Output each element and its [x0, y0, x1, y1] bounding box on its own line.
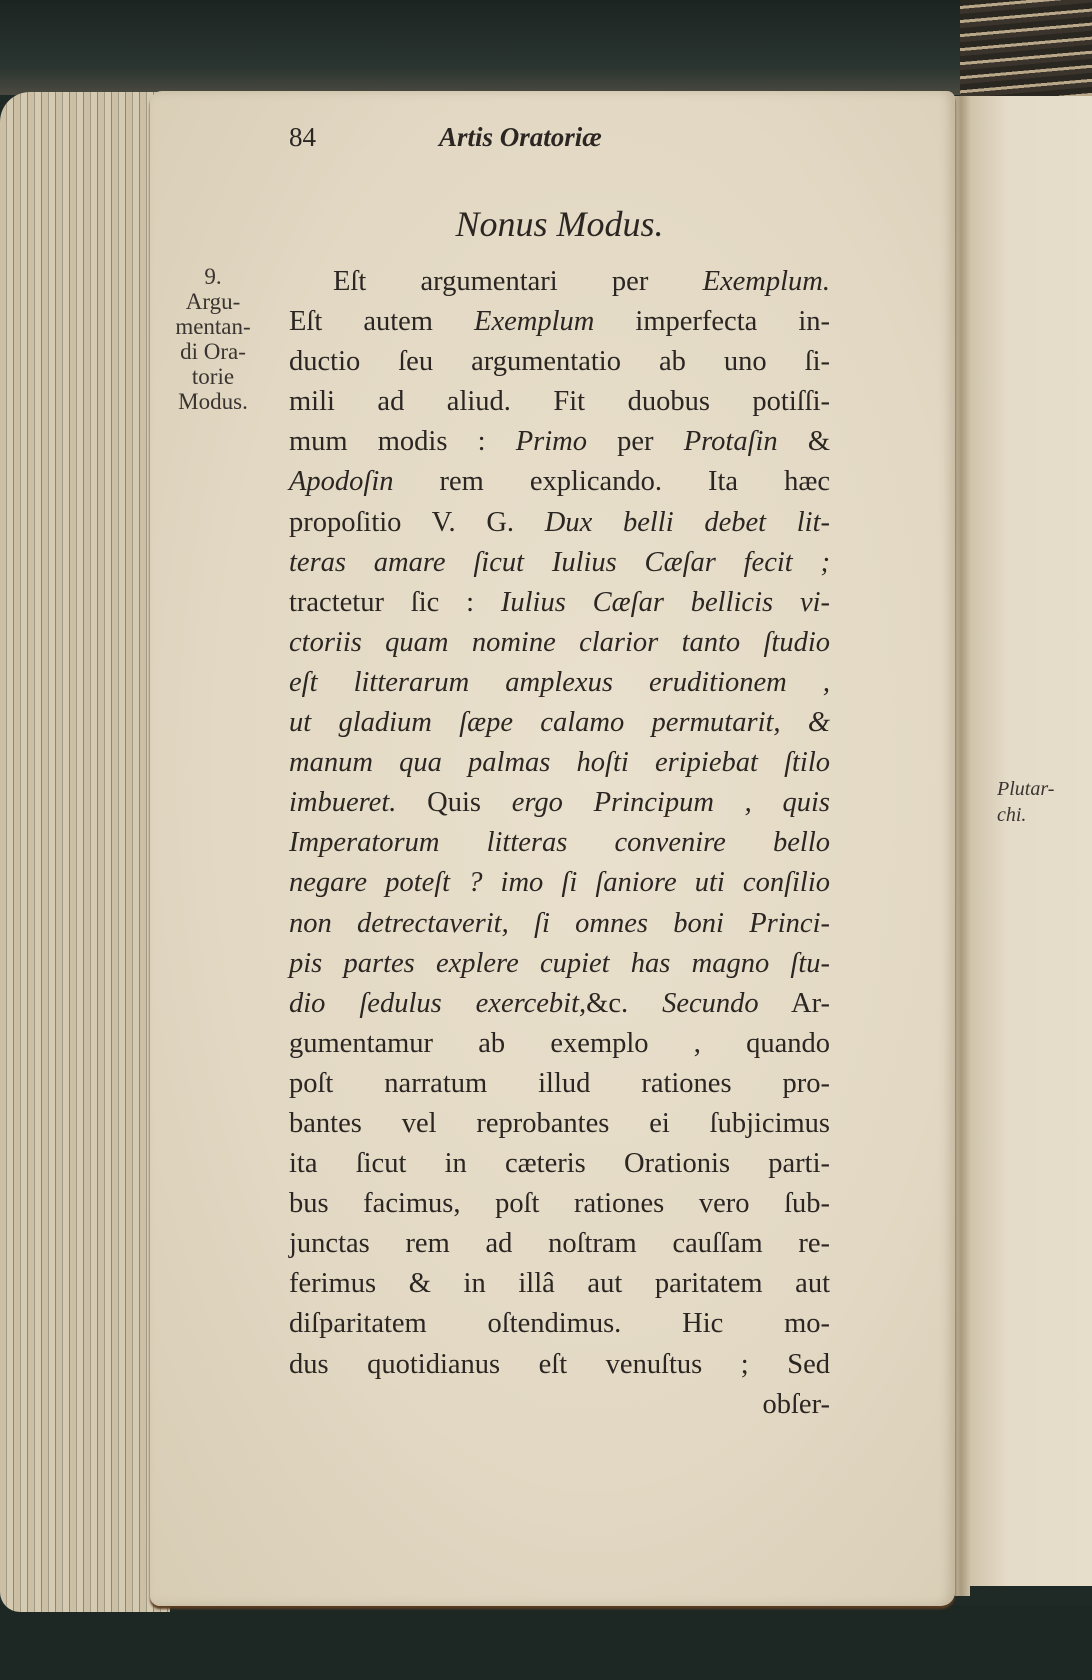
italic-run: ut gladium ſæpe calamo permutarit, &	[289, 707, 830, 739]
roman-run: propoſitio V. G.	[289, 506, 545, 538]
running-head	[289, 122, 830, 156]
italic-run: Secundo	[662, 987, 759, 1019]
roman-run: Eſt argumentari per	[333, 266, 703, 297]
text-line	[289, 503, 830, 543]
body-text	[289, 262, 830, 1425]
roman-run: poſt narratum illud rationes pro-	[289, 1067, 830, 1099]
text-line	[289, 623, 830, 663]
text-line	[289, 302, 830, 342]
margin-note-line: Plutar-	[997, 778, 1055, 800]
roman-run: rem explicando. Ita hæc	[393, 466, 830, 498]
roman-run: gumentamur ab exemplo , quando	[289, 1027, 830, 1059]
text-line	[289, 823, 830, 863]
roman-run: dus quotidianus eſt venuſtus ; Sed	[289, 1348, 830, 1380]
italic-run: ctoriis quam nomine clarior tanto ſtudio	[289, 626, 830, 658]
text-line	[289, 984, 830, 1024]
text-line	[289, 1345, 830, 1385]
italic-run: manum qua palmas hoſti eripiebat ſtilo	[289, 747, 830, 779]
italic-run: Iulius Cæſar bellicis vi-	[500, 586, 830, 618]
roman-run: Ar-	[758, 987, 830, 1019]
side-note	[158, 264, 268, 414]
italic-run: Exemplum.	[702, 266, 830, 297]
roman-run: tractetur ſic :	[289, 586, 501, 618]
roman-run: bus facimus, poſt rationes vero ſub-	[289, 1188, 830, 1220]
side-note-line: Modus.	[178, 389, 248, 414]
side-note-line: 9.	[204, 264, 222, 289]
text-line	[289, 1304, 830, 1344]
text-line	[289, 1024, 830, 1064]
italic-run: ergo Principum , quis	[511, 787, 830, 819]
right-page	[968, 96, 1092, 1586]
roman-run: &	[777, 426, 831, 458]
text-line	[289, 1144, 830, 1184]
closed-book-edges	[960, 0, 1092, 100]
page-stack-edges	[0, 92, 170, 1612]
section-heading: Nonus Modus.	[455, 204, 664, 244]
roman-run: ita ſicut in cæteris Orationis parti-	[289, 1148, 830, 1180]
roman-run: bantes vel reprobantes ei ſubjicimus	[289, 1107, 830, 1139]
text-line	[289, 783, 830, 823]
roman-run: Eſt autem	[289, 306, 475, 338]
backdrop-bottom	[0, 1605, 1092, 1680]
italic-run: pis partes explere cupiet has magno ſtu-	[289, 947, 830, 979]
italic-run: dio ſedulus exercebit,	[289, 987, 587, 1019]
roman-run: mili ad aliud. Fit duobus potiſſi-	[289, 386, 830, 418]
side-note-line: mentan-	[175, 314, 251, 339]
roman-run: &c.	[586, 987, 663, 1019]
italic-run: Primo	[515, 426, 587, 458]
text-line	[289, 703, 830, 743]
side-note-line: torie	[191, 364, 235, 389]
italic-run: negare poteſt ? imo ſi ſaniore uti conſilio	[289, 867, 830, 899]
italic-run: Apodoſin	[289, 466, 394, 498]
text-line	[289, 1184, 830, 1224]
page-number: 84	[289, 122, 316, 152]
text-line	[289, 1385, 830, 1425]
text-line	[289, 583, 830, 623]
text-line	[289, 262, 830, 302]
margin-note	[997, 776, 1054, 828]
text-line	[289, 1264, 830, 1304]
running-title: Artis Oratoriæ	[439, 122, 602, 152]
text-line	[289, 543, 830, 583]
roman-run: mum modis :	[289, 426, 516, 458]
text-line	[289, 1104, 830, 1144]
roman-run: Quis	[396, 787, 512, 819]
text-line	[289, 863, 830, 903]
margin-note-line: chi.	[997, 804, 1027, 826]
text-line	[289, 1224, 830, 1264]
italic-run: eſt litterarum amplexus eruditionem ,	[289, 666, 830, 698]
roman-run: per	[586, 426, 684, 458]
text-line	[289, 904, 830, 944]
roman-run: diſparitatem oſtendimus. Hic mo-	[289, 1308, 830, 1340]
side-note-line: di Ora-	[180, 339, 246, 364]
roman-run: imperfecta in-	[594, 306, 830, 338]
italic-run: teras amare ſicut Iulius Cæſar fecit ;	[289, 546, 830, 578]
text-line	[289, 342, 830, 382]
text-line	[289, 944, 830, 984]
roman-run: obſer-	[762, 1388, 830, 1420]
italic-run: non detrectaverit, ſi omnes boni Princi-	[289, 907, 830, 939]
text-line	[289, 422, 830, 462]
text-line	[289, 743, 830, 783]
text-line	[289, 382, 830, 422]
text-line	[289, 462, 830, 502]
roman-run: junctas rem ad noſtram cauſſam re-	[289, 1228, 830, 1260]
text-line	[289, 1064, 830, 1104]
italic-run: Imperatorum litteras convenire bello	[289, 827, 830, 859]
italic-run: imbueret.	[289, 787, 397, 819]
italic-run: Dux belli debet lit-	[544, 506, 830, 538]
roman-run: ductio ſeu argumentatio ab uno ſi-	[289, 346, 830, 378]
side-note-line: Argu-	[185, 289, 241, 314]
italic-run: Protaſin	[683, 426, 778, 458]
backdrop-top	[0, 0, 1092, 95]
italic-run: Exemplum	[474, 306, 595, 338]
text-line	[289, 663, 830, 703]
roman-run: ferimus & in illâ aut paritatem aut	[289, 1268, 830, 1300]
